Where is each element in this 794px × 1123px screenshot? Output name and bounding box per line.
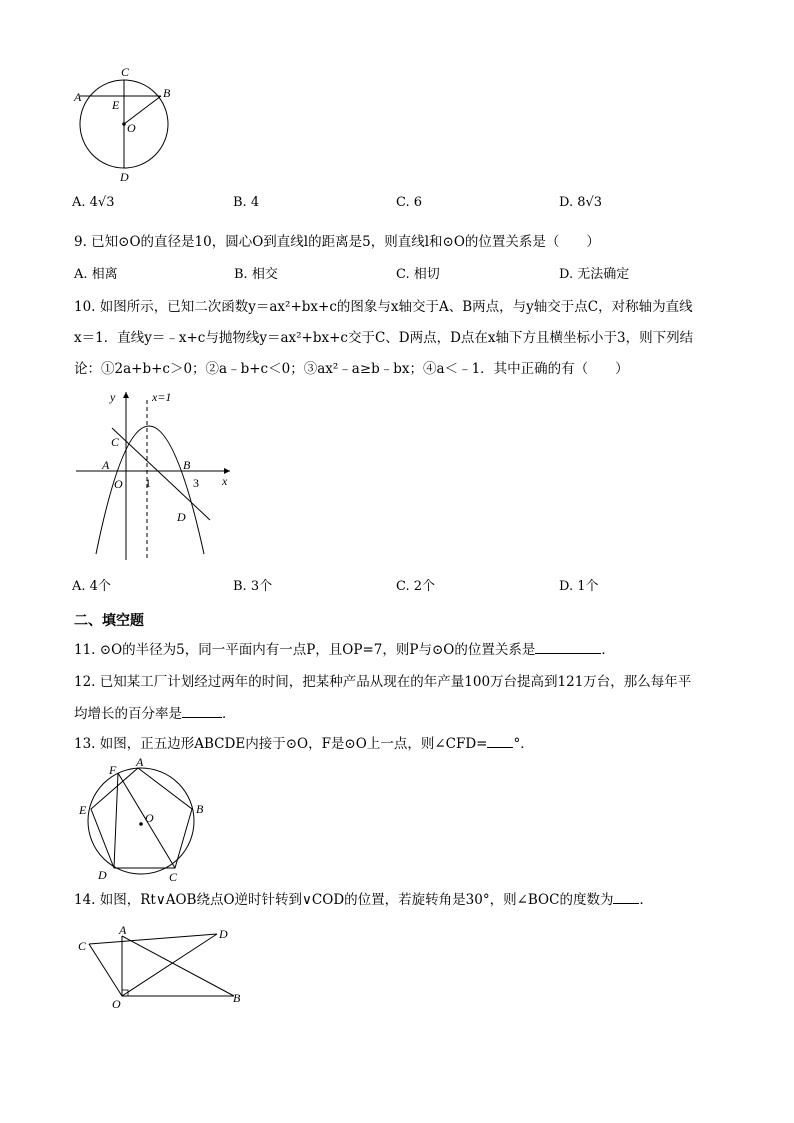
label-b: B: [183, 458, 191, 472]
label-o: O: [145, 811, 154, 825]
q12-answer-blank[interactable]: [182, 705, 222, 718]
label-x: x: [222, 474, 228, 488]
q8-option-c: C. 6: [396, 195, 423, 210]
q12-line1: 12. 已知某工厂计划经过两年的时间，把某种产品从现在的年产量100万台提高到121万台，那么每年平: [74, 674, 692, 690]
q9-option-d: D. 无法确定: [559, 267, 630, 282]
q10-option-c: C. 2个: [396, 579, 436, 594]
q10-line3: 论：①2a+b+c＞0；②a﹣b+c＜0；③ax²﹣a≥b﹣bx；④a＜﹣1．其中正确的有（ ）: [74, 361, 629, 377]
label-e: E: [79, 803, 87, 817]
label-b: B: [196, 802, 204, 816]
q10-option-d: D. 1个: [559, 579, 599, 594]
figure-q14-rotation: [74, 920, 254, 1015]
q12-text-b: ．: [222, 706, 236, 722]
q10-line1: 10. 如图所示，已知二次函数y＝ax²+bx+c的图象与x轴交于A、B两点，与y轴交于点C，对称轴为直线: [74, 299, 693, 315]
label-c: C: [169, 870, 178, 884]
q13-text-a: 13. 如图，正五边形ABCDE内接于⊙O，F是⊙O上一点，则∠CFD=: [74, 736, 488, 752]
section-title: 二、填空题: [74, 613, 144, 629]
label-d: D: [177, 510, 186, 524]
q11-text: [74, 641, 615, 659]
label-three: 3: [193, 476, 199, 490]
label-y: y: [110, 390, 116, 404]
label-d: D: [120, 170, 129, 184]
q9-option-b: B. 相交: [234, 267, 278, 282]
q12-text-a: 均增长的百分率是: [74, 706, 182, 722]
label-a: A: [74, 90, 82, 104]
label-axis: x=1: [152, 390, 172, 404]
q14-text-b: ．: [639, 892, 653, 908]
label-o: O: [127, 121, 136, 135]
figure-q8-circle: [70, 62, 180, 187]
q14-answer-blank[interactable]: [613, 891, 639, 904]
q12-line2: [74, 705, 236, 723]
label-d: D: [219, 927, 228, 941]
q13-text-b: °．: [513, 736, 534, 752]
label-o: O: [114, 477, 123, 491]
q8-option-d: D. 8√3: [559, 195, 603, 210]
q9-text: 9. 已知⊙O的直径是10，圆心O到直线l的距离是5，则直线l和⊙O的位置关系是（ ）: [74, 234, 600, 250]
label-a: A: [136, 755, 144, 769]
q8-option-b: B. 4: [233, 195, 260, 210]
label-o: O: [112, 997, 121, 1011]
figure-q13-pentagon: [74, 754, 214, 884]
q8-option-a: A. 4√3: [72, 195, 115, 210]
label-b: B: [163, 86, 171, 100]
label-c: C: [78, 939, 87, 953]
q13-answer-blank[interactable]: [487, 735, 513, 748]
q10-option-b: B. 3个: [233, 579, 273, 594]
label-c: C: [111, 435, 120, 449]
figure-q10-parabola: [70, 388, 240, 568]
label-f: F: [109, 763, 117, 777]
q10-option-a: A. 4个: [72, 579, 111, 594]
label-b: B: [233, 991, 241, 1005]
q13-text: [74, 735, 534, 753]
q9-option-a: A. 相离: [74, 267, 118, 282]
label-c: C: [121, 65, 130, 79]
q9-option-c: C. 相切: [396, 267, 440, 282]
q14-text-a: 14. 如图，Rt∨AOB绕点O逆时针转到∨COD的位置，若旋转角是30°，则∠BOC的度数为: [74, 892, 614, 908]
q11-text-b: ．: [601, 642, 615, 658]
label-a: A: [119, 923, 127, 937]
q11-answer-blank[interactable]: [535, 641, 601, 654]
q14-text: [74, 891, 653, 909]
label-one: 1: [145, 476, 151, 490]
label-e: E: [112, 98, 120, 112]
q11-text-a: 11. ⊙O的半径为5，同一平面内有一点P，且OP=7，则P与⊙O的位置关系是: [74, 642, 536, 658]
label-d: D: [98, 868, 107, 882]
q10-line2: x＝1．直线y＝﹣x+c与抛物线y＝ax²+bx+c交于C、D两点，D点在x轴下方且横坐标小于3，则下列结: [74, 330, 694, 346]
label-a: A: [102, 458, 110, 472]
